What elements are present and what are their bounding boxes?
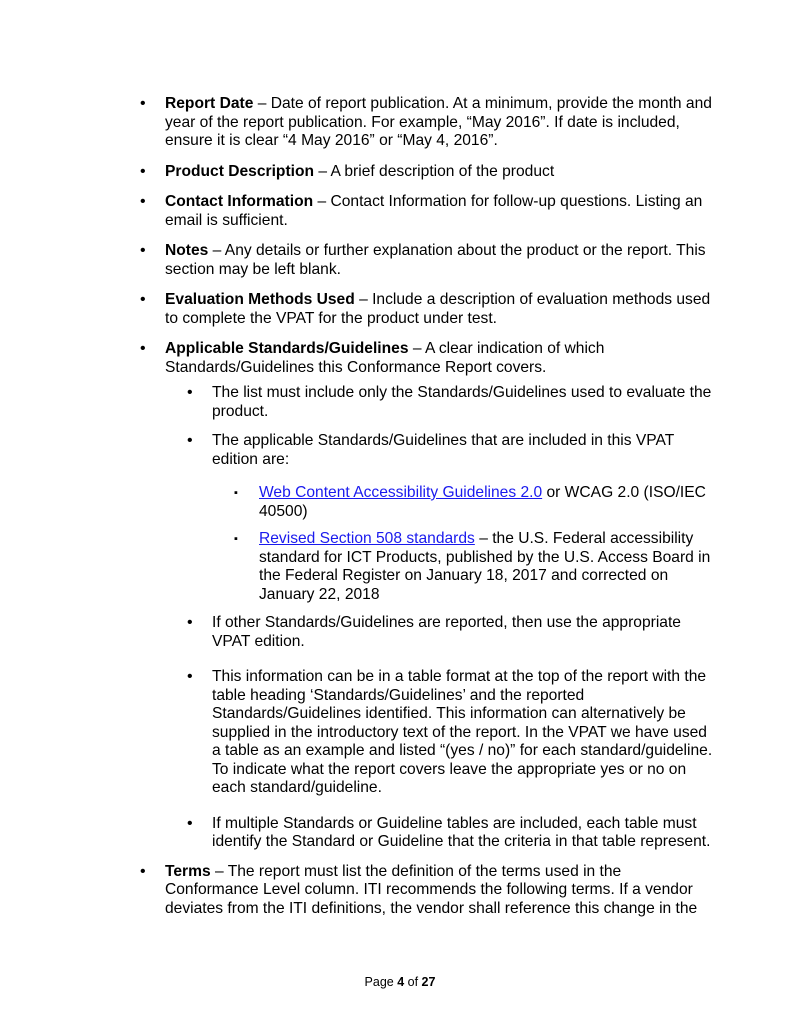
sub-list-item <box>187 815 715 852</box>
term-label: Contact Information <box>165 193 314 210</box>
wcag-link[interactable]: Web Content Accessibility Guidelines 2.0 <box>259 484 543 501</box>
page-current: 4 <box>397 975 405 989</box>
sub-list-item <box>187 668 715 798</box>
term-description: – Contact Information for follow-up questions. Listing an email is sufficient. <box>165 193 703 229</box>
page-footer <box>0 975 800 989</box>
term-label: Notes <box>165 242 209 259</box>
sub-sub-list-item-wcag <box>234 484 715 521</box>
term-label: Product Description <box>165 162 315 180</box>
document-body <box>140 95 715 930</box>
wcag-text: or WCAG 2.0 (ISO/IEC 40500) <box>259 484 706 520</box>
term-label: Evaluation Methods Used <box>165 291 355 308</box>
section-508-link[interactable]: Revised Section 508 standards <box>259 530 475 547</box>
sub-list-item <box>187 384 715 421</box>
list-item-contact-information <box>140 193 715 230</box>
term-description: – Include a description of evaluation methods used to complete the VPAT for the product under test. <box>165 291 711 327</box>
bullet-icon <box>140 95 165 114</box>
term-label: Report Date <box>165 95 254 112</box>
list-item-report-date <box>140 95 715 151</box>
term-label: Applicable Standards/Guidelines <box>165 340 409 357</box>
bullet-icon <box>187 668 212 687</box>
list-item-applicable-standards <box>140 340 715 377</box>
term-description: – The report must list the definition of the terms used in the Conformance Level column. ITI recommends the following terms. If a vendor deviates from the ITI definitions, the vendor shall reference this change in the <box>165 862 698 917</box>
list-item-evaluation-methods <box>140 291 715 328</box>
sub-item-text: This information can be in a table format at the top of the report with the table heading ‘Standards/Guidelines’ and the reported Standards/Guidelines identified. This information can alternatively be supplied in the introductory text of the report. In the VPAT we have used a table as an example and listed “(yes / no)” for each standard/guideline. To indicate what the report covers leave the appropriate yes or no on each standard/guideline. <box>212 668 713 796</box>
list-item-terms <box>140 863 715 919</box>
section-508-text: – the U.S. Federal accessibility standard for ICT Products, published by the U.S. Access Board in the Federal Register on January 18, 2017 and corrected on January 22, 2018 <box>259 530 711 603</box>
bullet-icon <box>140 291 165 310</box>
bullet-icon <box>187 815 212 834</box>
list-item-notes <box>140 242 715 279</box>
sub-list-item <box>187 432 715 469</box>
sub-item-text: If multiple Standards or Guideline tables are included, each table must identify the Standard or Guideline that the criteria in that table represent. <box>212 814 711 850</box>
bullet-icon <box>187 384 212 403</box>
term-description: – A brief description of the product <box>314 162 555 180</box>
term-description: – Any details or further explanation about the product or the report. This section may be left blank. <box>165 242 706 278</box>
sub-list-item <box>187 614 715 651</box>
term-description: – A clear indication of which Standards/Guidelines this Conformance Report covers. <box>165 340 605 376</box>
page-of: of <box>404 975 422 989</box>
sub-item-text: The applicable Standards/Guidelines that are included in this VPAT edition are: <box>212 432 675 468</box>
term-label: Terms <box>165 862 211 880</box>
square-bullet-icon: ▪ <box>234 533 238 545</box>
bullet-icon <box>140 193 165 212</box>
page-total: 27 <box>421 975 436 989</box>
bullet-icon <box>140 242 165 261</box>
bullet-icon <box>140 340 165 359</box>
sub-sub-list-item-section508 <box>234 530 715 604</box>
bullet-icon <box>140 163 165 182</box>
square-bullet-icon: ▪ <box>234 487 238 499</box>
sub-item-text: If other Standards/Guidelines are reported, then use the appropriate VPAT edition. <box>212 614 681 650</box>
list-item-product-description <box>140 163 715 182</box>
page-prefix: Page <box>364 975 398 989</box>
sub-item-text: The list must include only the Standards/Guidelines used to evaluate the product. <box>212 384 712 420</box>
bullet-icon <box>187 432 212 451</box>
bullet-icon <box>140 863 165 882</box>
term-description: – Date of report publication. At a minimum, provide the month and year of the report publication. For example, “May 2016”. If date is included, ensure it is clear “4 May 2016” or “May 4, 2016”. <box>165 95 712 149</box>
bullet-icon <box>187 614 212 633</box>
